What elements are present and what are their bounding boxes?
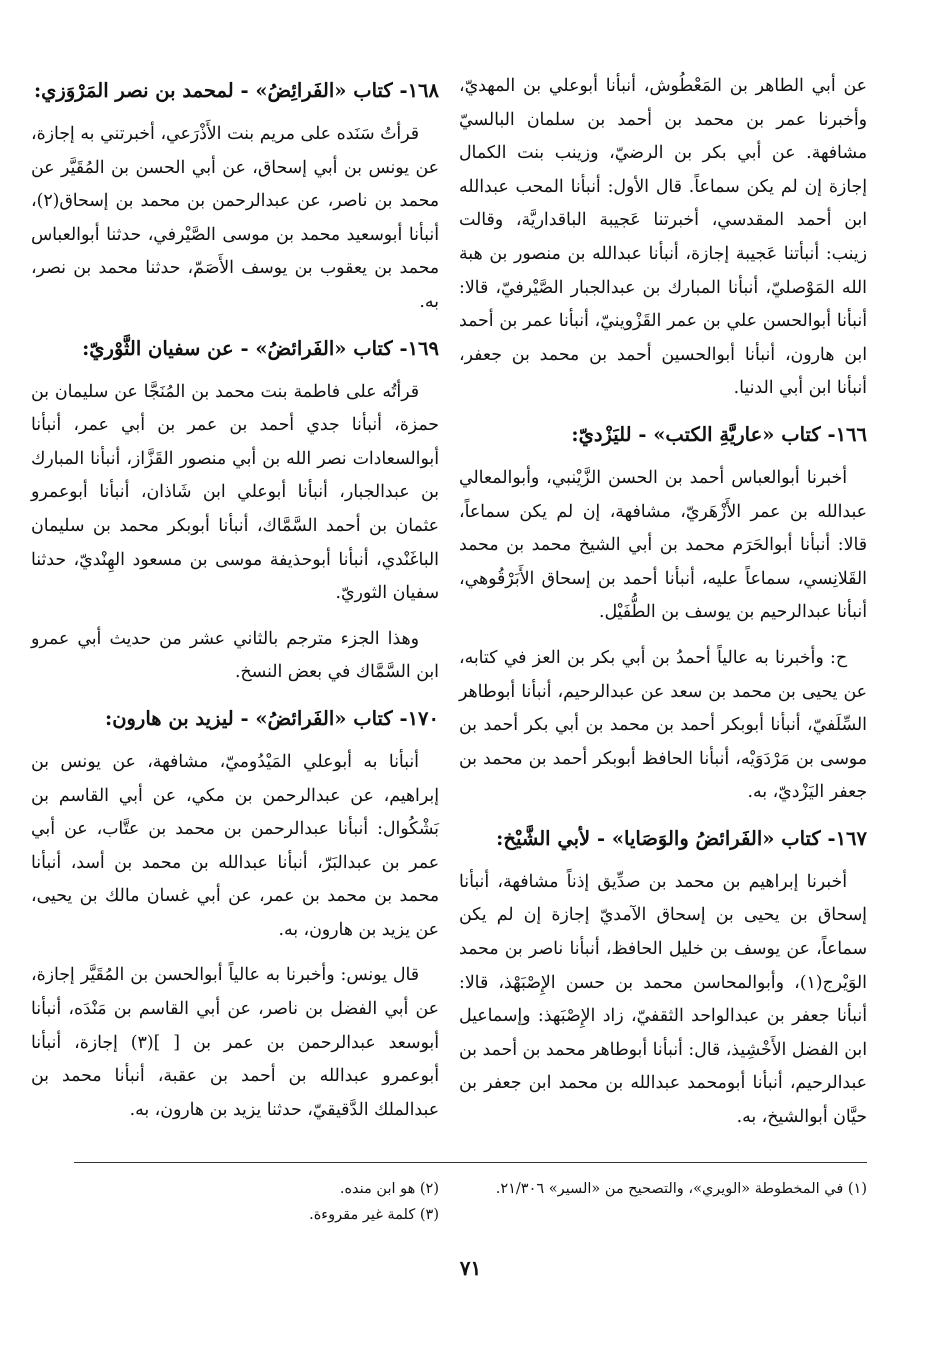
- footnotes-left: [31, 1176, 439, 1228]
- footnote-3: (٣) كلمة غير مقروءة.: [309, 1207, 439, 1223]
- entry-heading-170: ١٧٠- كتاب «الفَرائضُ» - ليزيد بن هارون:: [105, 706, 439, 730]
- entry-heading-166: ١٦٦- كتاب «عاريَّةِ الكتب» - لليَزْديّ:: [571, 422, 867, 446]
- footnote-2: (٢) هو ابن منده.: [339, 1181, 439, 1197]
- paragraph: أنبأنا به أبوعلي المَيْدُوميّ، مشافهة، عن يونس بن إبراهيم، عن عبدالرحمن بن مكي، عن أبي القاسم بن بَشْكُوال: أنبأنا عبدالرحمن بن محمد بن عتَّاب، عن أبي عمر بن عبدالبَرّ، أنبأنا عبدالله بن محمد بن أسد، أنبأنا محمد بن محمد بن عمر، عن أبي غسان مالك بن يحيى، عن يزيد بن هارون، به.: [31, 751, 440, 940]
- entry-heading-167: ١٦٧- كتاب «الفَرائضُ والوَصَايا» - لأبي الشَّيْخ:: [496, 826, 867, 850]
- paragraph: قرأتُه على فاطمة بنت محمد بن المُنَجَّا عن سليمان بن حمزة، أنبأنا جدي أحمد بن عمر بن أبي عمر، أنبأنا أبوالسعادات نصر الله بن أبي منصور القَزَّاز، أنبأنا المبارك بن عبدالجبار، أنبأنا أبوعلي ابن شَاذان، أنبأنا أبوعمرو عثمان بن أحمد السَّمَّاك، أنبأنا أبوبكر محمد بن سليمان الباغَنْدي، أنبأنا أبوحذيفة موسى بن مسعود الهِنْديّ، حدثنا سفيان الثوريّ.: [31, 381, 439, 604]
- footnote-divider: [74, 1162, 867, 1163]
- paragraph: قرأتُ سَنَده على مريم بنت الأَذْرَعي، أخبرتني به إجازة، عن يونس بن أبي إسحاق، عن أبي الحسن بن المُقَيَّر عن محمد بن ناصر، عن عبدالرحمن بن محمد بن إسحاق(٢)، أنبأنا أبوسعيد محمد بن موسى الصَّيْرفي، حدثنا أبوالعباس محمد بن يعقوب بن يوسف الأَصَمّ، حدثنا محمد بن نصر، به.: [31, 124, 439, 312]
- paragraph: أخبرنا إبراهيم بن محمد بن صدِّيق إذناً مشافهة، أنبأنا إسحاق بن يحيى بن إسحاق الآمديّ إجازة إن لم يكن سماعاً، عن يوسف بن خليل الحافظ، أنبأنا ناصر بن محمد الوَيْرج(١)، وأبوالمحاسن محمد بن حسن الإِصْبَهْذ، قالا: أنبأنا جعفر بن عبدالواحد الثقفيّ، زاد الإِصْبَهذ: وإسماعيل ابن الفضل الأَخْشِيذ، قال: أنبأنا أبوطاهر محمد بن أحمد بن عبدالرحيم، أنبأنا أبومحمد عبدالله بن محمد ابن جعفر بن حيَّان أبوالشيخ، به.: [459, 871, 867, 1128]
- paragraph: قال يونس: وأخبرنا به عالياً أبوالحسن بن المُقَيَّر إجازة، عن أبي الفضل بن ناصر، عن أبي القاسم بن مَنْدَه، أنبأنا أبوسعد عبدالرحمن بن عمر بن [ ](٣) إجازة، أنبأنا أبوعمرو عبدالله بن أحمد بن عقبة، أنبأنا محمد بن عبدالملك الدَّقيقيّ، حدثنا يزيد بن هارون، به.: [31, 965, 440, 1120]
- paragraph: أخبرنا أبوالعباس أحمد بن الحسن الزَّيْنبي، وأبوالمعالي عبدالله بن عمر الأَزْهَريّ، مشافهة، إن لم يكن سماعاً، قالا: أنبأنا أبوالحَرَم محمد بن أبي الشيخ محمد بن محمد القَلانِسي، سماعاً عليه، أنبأنا أحمد بن إسحاق الأَبَرْقُوهي، أنبأنا عبدالرحيم بن يوسف بن الطُّفَيْل.: [459, 467, 867, 623]
- right-column: [459, 70, 867, 1147]
- paragraph: ح: وأخبرنا به عالياً أحمدُ بن أبي بكر بن العز في كتابه، عن يحيى بن محمد بن سعد عن عبدالرحيم، أنبأنا أبوطاهر السِّلَفيّ، أنبأنا أبوبكر أحمد بن محمد بن أبي بكر أحمد بن موسى بن مَرْدَوَيْه، أنبأنا الحافظ أبوبكر أحمد بن محمد بن جعفر اليَزْديّ، به.: [459, 647, 867, 803]
- paragraph: وهذا الجزء مترجم بالثاني عشر من حديث أبي عمرو ابن السَّمَّاك في بعض النسخ.: [31, 628, 439, 683]
- entry-heading-168: ١٦٨- كتاب «الفَرائِضُ» - لمحمد بن نصر المَرْوَزي:: [33, 79, 439, 102]
- entry-heading-169: ١٦٩- كتاب «الفَرائضُ» - عن سفيان الثَّوْريّ:: [82, 336, 439, 360]
- footnotes-right: [459, 1176, 867, 1202]
- paragraph: عن أبي الطاهر بن المَعْطُوش، أنبأنا أبوعلي بن المهديّ، وأخبرنا عمر بن محمد بن أحمد بن سلمان البالسيّ مشافهة. عن أبي بكر بن الرضيّ، وزينب بنت الكمال إجازة إن لم يكن سماعاً. قال الأول: أنبأنا المحب عبدالله ابن أحمد المقدسي، أخبرتنا عَجيبة الباقداريَّة، وقالت زينب: أنبأتنا عَجيبة إجازة، أنبأنا عبدالله بن منصور بن هبة الله المَوْصليّ، أنبأنا المبارك بن عبدالجبار الصَّيْرفيّ، قالا: أنبأنا أبوالحسن علي بن عمر القَزْوينيّ، أنبأنا عمر بن أحمد ابن هارون، أنبأنا أبوالحسين أحمد بن محمد بن جعفر، أنبأنا ابن أبي الدنيا.: [459, 76, 867, 399]
- page-number: ٧١: [459, 1256, 482, 1280]
- left-column: [31, 70, 439, 1139]
- footnote-1: (١) في المخطوطة «الويري»، والتصحيح من «السير» ٢١/٣٠٦.: [495, 1181, 867, 1197]
